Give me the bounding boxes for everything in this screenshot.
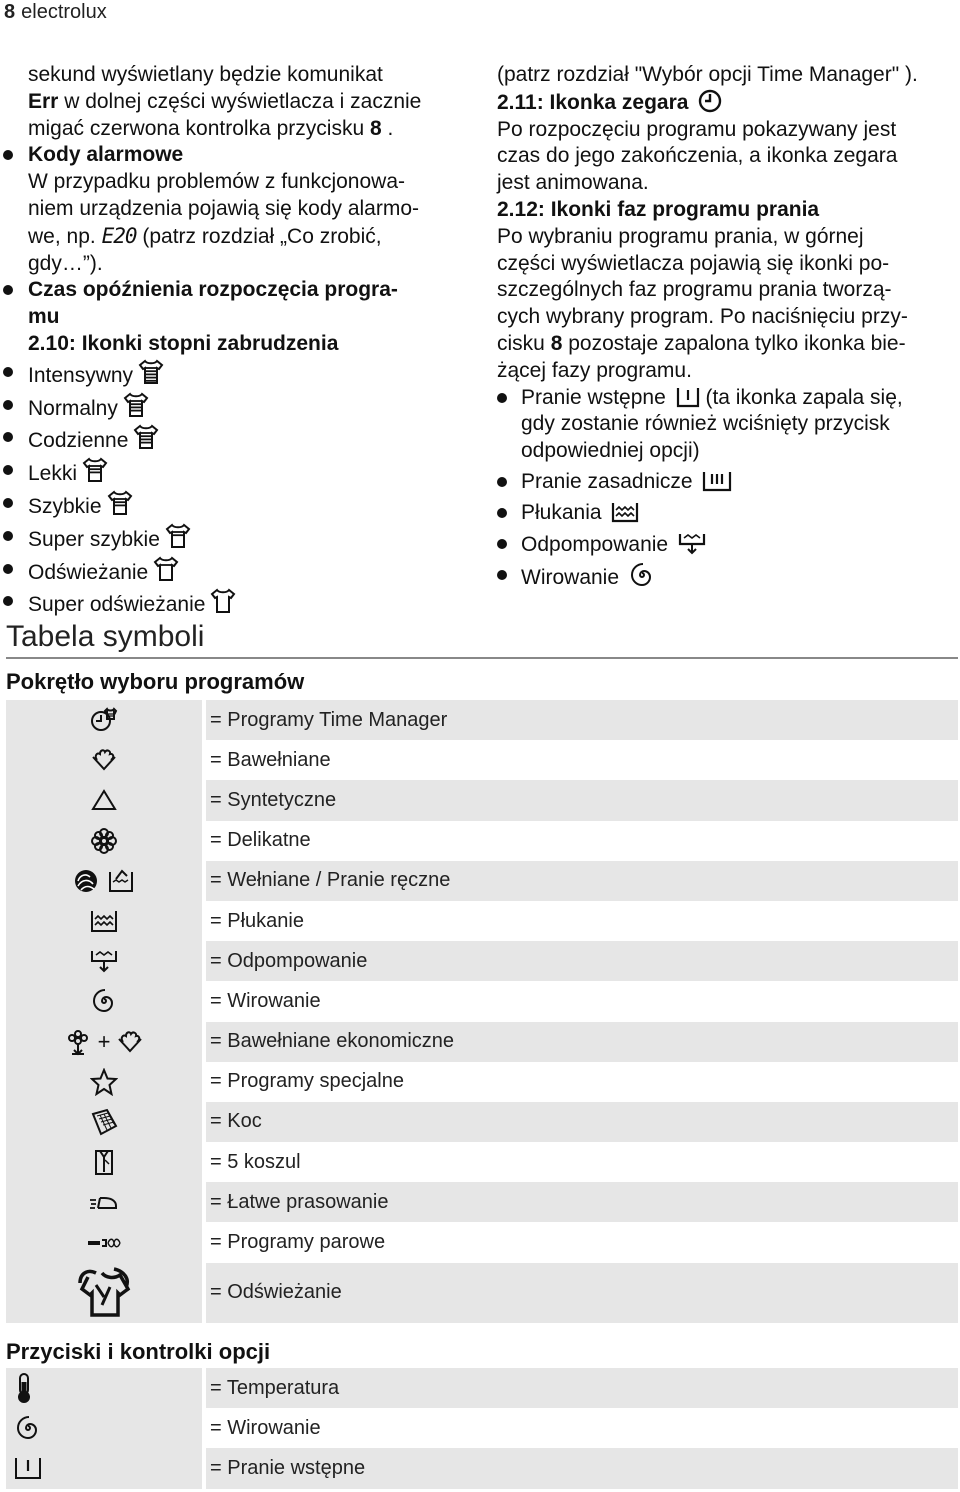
phase-rinse: Płukania: [497, 500, 957, 527]
dial-symbol-row: [6, 861, 958, 901]
wool-handwash-icon: [6, 861, 202, 901]
bullet-dot: [3, 465, 13, 475]
section-2-11-title: 2.11: Ikonka zegara: [497, 89, 957, 117]
dial-symbol-row: [6, 1062, 958, 1102]
soil-level-item: [0, 522, 468, 555]
dial-symbol-label: = Bawełniane ekonomiczne: [206, 1022, 958, 1062]
alarm-codes-item: Kody alarmowe W przypadku problemów z funkcjonowa- niem urządzenia pojawią się kody alarmo- we, np. E20 (patrz rozdział „Co zrobić, gdy…”).: [0, 142, 468, 277]
bullet-dot: [3, 432, 13, 442]
section-2-12-title: 2.12: Ikonki faz programu prania: [497, 197, 820, 221]
wash-phase-list: [497, 385, 957, 593]
soil-level-label: Codzienne: [28, 429, 129, 453]
drain-icon: [678, 531, 706, 555]
dial-symbol-row: [6, 1222, 958, 1262]
dial-symbol-label: = 5 koszul: [206, 1142, 958, 1182]
dial-symbol-label: = Odświeżanie: [206, 1263, 958, 1323]
phase-mainwash: Pranie zasadnicze: [497, 469, 957, 496]
mainwash-icon: [702, 470, 732, 492]
intro-line-3: migać czerwona kontrolka przycisku 8 .: [28, 116, 394, 140]
bullet-dot: [3, 367, 13, 377]
tshirt-soil-icon: [164, 522, 192, 550]
dial-symbol-label: = Programy Time Manager: [206, 700, 958, 740]
dial-symbol-label: = Programy parowe: [206, 1222, 958, 1262]
soil-level-label: Super szybkie: [28, 527, 160, 551]
phase-prewash: Pranie wstępne (ta ikonka zapala się, gdy zostanie również wciśnięty przycisk odpowiedniej opcji): [497, 385, 957, 465]
dial-symbol-label: = Wełniane / Pranie ręczne: [206, 861, 958, 901]
dial-symbol-label: = Łatwe prasowanie: [206, 1182, 958, 1222]
clock-icon: [698, 89, 722, 113]
time-manager-icon: [6, 700, 202, 740]
soil-level-item: [0, 489, 468, 522]
left-column: [28, 62, 468, 620]
bullet-dot: [3, 596, 13, 606]
prewash-icon: [676, 386, 700, 408]
dial-symbol-label: = Delikatne: [206, 821, 958, 861]
bullet-dot: [3, 564, 13, 574]
dial-symbol-row: [6, 740, 958, 780]
steam-icon: [6, 1222, 202, 1262]
err-code: Err: [28, 89, 59, 113]
dial-symbol-row: [6, 780, 958, 820]
dial-section-title: Pokrętło wyboru programów: [6, 669, 305, 694]
soil-level-item: [0, 358, 468, 391]
tshirt-soil-icon: [152, 555, 180, 583]
dial-symbol-label: = Koc: [206, 1102, 958, 1142]
dial-symbol-label: = Syntetyczne: [206, 780, 958, 820]
table-title: Tabela symboli: [6, 620, 205, 653]
dial-symbol-label: = Wirowanie: [206, 981, 958, 1021]
dial-symbol-row: [6, 1263, 958, 1323]
options-section-title: Przyciski i kontrolki opcji: [6, 1339, 271, 1364]
phase-spin: Wirowanie: [497, 562, 957, 592]
delicates-icon: [6, 821, 202, 861]
dial-symbol-label: = Płukanie: [206, 901, 958, 941]
dial-symbol-table: [6, 700, 958, 1323]
spin-icon: [629, 562, 655, 588]
spin-icon: [6, 1408, 202, 1448]
soil-level-item: [0, 456, 468, 489]
spin-icon: [6, 981, 202, 1021]
right-column: (patrz rozdział "Wybór opcji Time Manager" ). 2.11: Ikonka zegara Po rozpoczęciu programu pokazywany jest czas do jego zakończenia, a ikonka zegara jest animowana. 2.12: Ikonki faz programu prania Po wybraniu programu prania, w górnej części wyświetlacza pojawią się ikonki po- szczególnych faz programu prania tworzą- cych wybrany program. Po naciśnięciu przy- cisku 8 pozostaje zapalona tylko ikonka bie- żącej fazy programu. Pranie wstępne (ta ikonka zapala się, gdy zostanie również wciśnięty przycisk odpowiedniej opcji) Pranie zasadnicze Płukania Odpompowanie Wirowanie: [497, 62, 957, 592]
blanket-icon: [6, 1102, 202, 1142]
shirts-icon: [6, 1142, 202, 1182]
dial-symbol-row: [6, 1022, 958, 1062]
phase-drain: Odpompowanie: [497, 531, 957, 559]
option-symbol-row: [6, 1408, 958, 1448]
soil-level-label: Normalny: [28, 396, 118, 420]
tshirt-soil-icon: [132, 423, 160, 451]
soil-level-list: [28, 358, 468, 620]
page-number: 8: [4, 1, 16, 23]
option-symbol-label: = Wirowanie: [206, 1408, 958, 1448]
rinse-icon: [6, 901, 202, 941]
tshirt-soil-icon: [137, 358, 165, 386]
bullet-dot: [3, 400, 13, 410]
dial-symbol-row: [6, 700, 958, 740]
page-header: [4, 0, 107, 24]
section-2-10-title: 2.10: Ikonki stopni zabrudzenia: [28, 331, 339, 355]
dial-symbol-row: [6, 941, 958, 981]
dial-symbol-label: = Odpompowanie: [206, 941, 958, 981]
soil-level-label: Intensywny: [28, 363, 134, 387]
alarm-code-e20: E20: [101, 223, 137, 248]
refresh-icon: [6, 1263, 202, 1323]
tshirt-soil-icon: [81, 456, 109, 484]
soil-level-label: Odświeżanie: [28, 560, 149, 584]
options-symbol-table: [6, 1368, 958, 1489]
option-symbol-label: = Temperatura: [206, 1368, 958, 1408]
cotton-eco-icon: [6, 1022, 202, 1062]
dial-symbol-row: [6, 901, 958, 941]
dial-symbol-label: = Bawełniane: [206, 740, 958, 780]
tshirt-soil-icon: [209, 587, 237, 615]
plus-sign: +: [97, 1028, 111, 1054]
option-symbol-label: = Pranie wstępne: [206, 1448, 958, 1488]
soil-level-item: [0, 555, 468, 588]
option-symbol-row: [6, 1448, 958, 1488]
soil-level-item: [0, 587, 468, 620]
synthetics-icon: [6, 780, 202, 820]
soil-level-label: Szybkie: [28, 494, 102, 518]
soil-level-label: Lekki: [28, 462, 78, 486]
dial-symbol-row: [6, 821, 958, 861]
temperature-icon: [6, 1368, 202, 1408]
option-symbol-row: [6, 1368, 958, 1408]
soil-level-item: [0, 391, 468, 424]
dial-symbol-row: [6, 1142, 958, 1182]
left-bullets: [28, 142, 468, 331]
tshirt-soil-icon: [106, 489, 134, 517]
dial-symbol-row: [6, 981, 958, 1021]
bullet-dot: [3, 150, 13, 160]
cotton-icon: [6, 740, 202, 780]
tshirt-soil-icon: [122, 391, 150, 419]
rinse-icon: [611, 501, 639, 523]
table-divider: [6, 657, 958, 659]
easy-iron-icon: [6, 1182, 202, 1222]
soil-level-item: [0, 423, 468, 456]
drain-icon: [6, 941, 202, 981]
brand-name: electrolux: [21, 1, 107, 23]
ref-line: (patrz rozdział "Wybór opcji Time Manager" ).: [497, 63, 918, 86]
delay-item: Czas opóźnienia rozpoczęcia progra- mu: [0, 277, 468, 331]
dial-symbol-row: [6, 1182, 958, 1222]
dial-symbol-label: = Programy specjalne: [206, 1062, 958, 1102]
bullet-dot: [3, 498, 13, 508]
soil-level-label: Super odświeżanie: [28, 593, 206, 617]
alarm-title: Kody alarmowe: [28, 143, 184, 167]
bullet-dot: [3, 531, 13, 541]
intro-line-2: Err w dolnej części wyświetlacza i zacznie: [28, 89, 422, 113]
intro-line-1: sekund wyświetlany będzie komunikat: [28, 63, 383, 86]
bullet-dot: [3, 285, 13, 295]
prewash-icon: [6, 1448, 202, 1488]
special-programs-icon: [6, 1062, 202, 1102]
dial-symbol-row: [6, 1102, 958, 1142]
